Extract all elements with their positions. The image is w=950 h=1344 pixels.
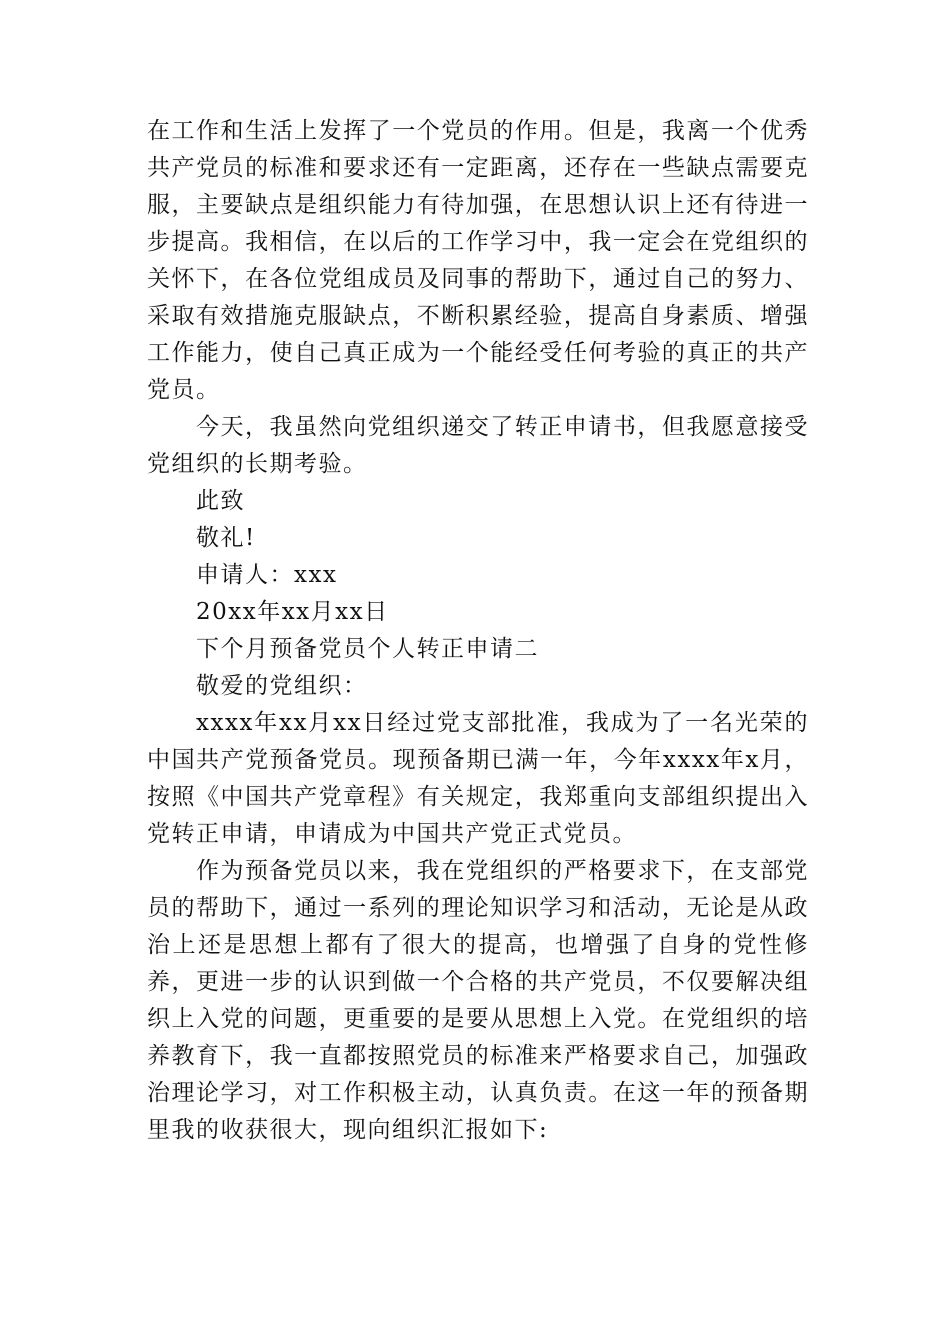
body-paragraph-4: 作为预备党员以来，我在党组织的严格要求下，在支部党员的帮助下，通过一系列的理论知识学习和活动，无论是从政治上还是思想上都有了很大的提高，也增强了自身的党性修养，更进一步的认识到做一个合格的共产党员，不仅要解决组织上入党的问题，更重要的是要从思想上入党。在党组织的培养教育下，我一直都按照党员的标准来严格要求自己，加强政治理论学习，对工作积极主动，认真负责。在这一年的预备期里我的收获很大，现向组织汇报如下: [147, 858, 809, 1143]
body-paragraph-1: 在工作和生活上发挥了一个党员的作用。但是，我离一个优秀共产党员的标准和要求还有一定距离，还存在一些缺点需要克服，主要缺点是组织能力有待加强，在思想认识上还有待进一步提高。我相信，在以后的工作学习中，我一定会在党组织的关怀下，在各位党组成员及同事的帮助下，通过自己的努力、采取有效措施克服缺点，不断积累经验，提高自身素质、增强工作能力，使自己真正成为一个能经受任何考验的真正的共产党员。 [147, 118, 809, 403]
closing-regards: 敬礼! [196, 525, 256, 551]
application-date: 20xx年xx月xx日 [196, 599, 389, 625]
closing-salutation: 此致 [196, 488, 245, 514]
section-title: 下个月预备党员个人转正申请二 [196, 636, 539, 662]
body-paragraph-3: xxxx年xx月xx日经过党支部批准，我成为了一名光荣的中国共产党预备党员。现预备期已满一年，今年xxxx年x月，按照《中国共产党章程》有关规定，我郑重向支部组织提出入党转正申请，申请成为中国共产党正式党员。 [147, 710, 809, 847]
applicant-signature: 申请人：xxx [196, 562, 338, 588]
letter-greeting: 敬爱的党组织： [196, 673, 368, 699]
document-body [147, 113, 809, 1149]
body-paragraph-2: 今天，我虽然向党组织递交了转正申请书，但我愿意接受党组织的长期考验。 [147, 414, 809, 477]
